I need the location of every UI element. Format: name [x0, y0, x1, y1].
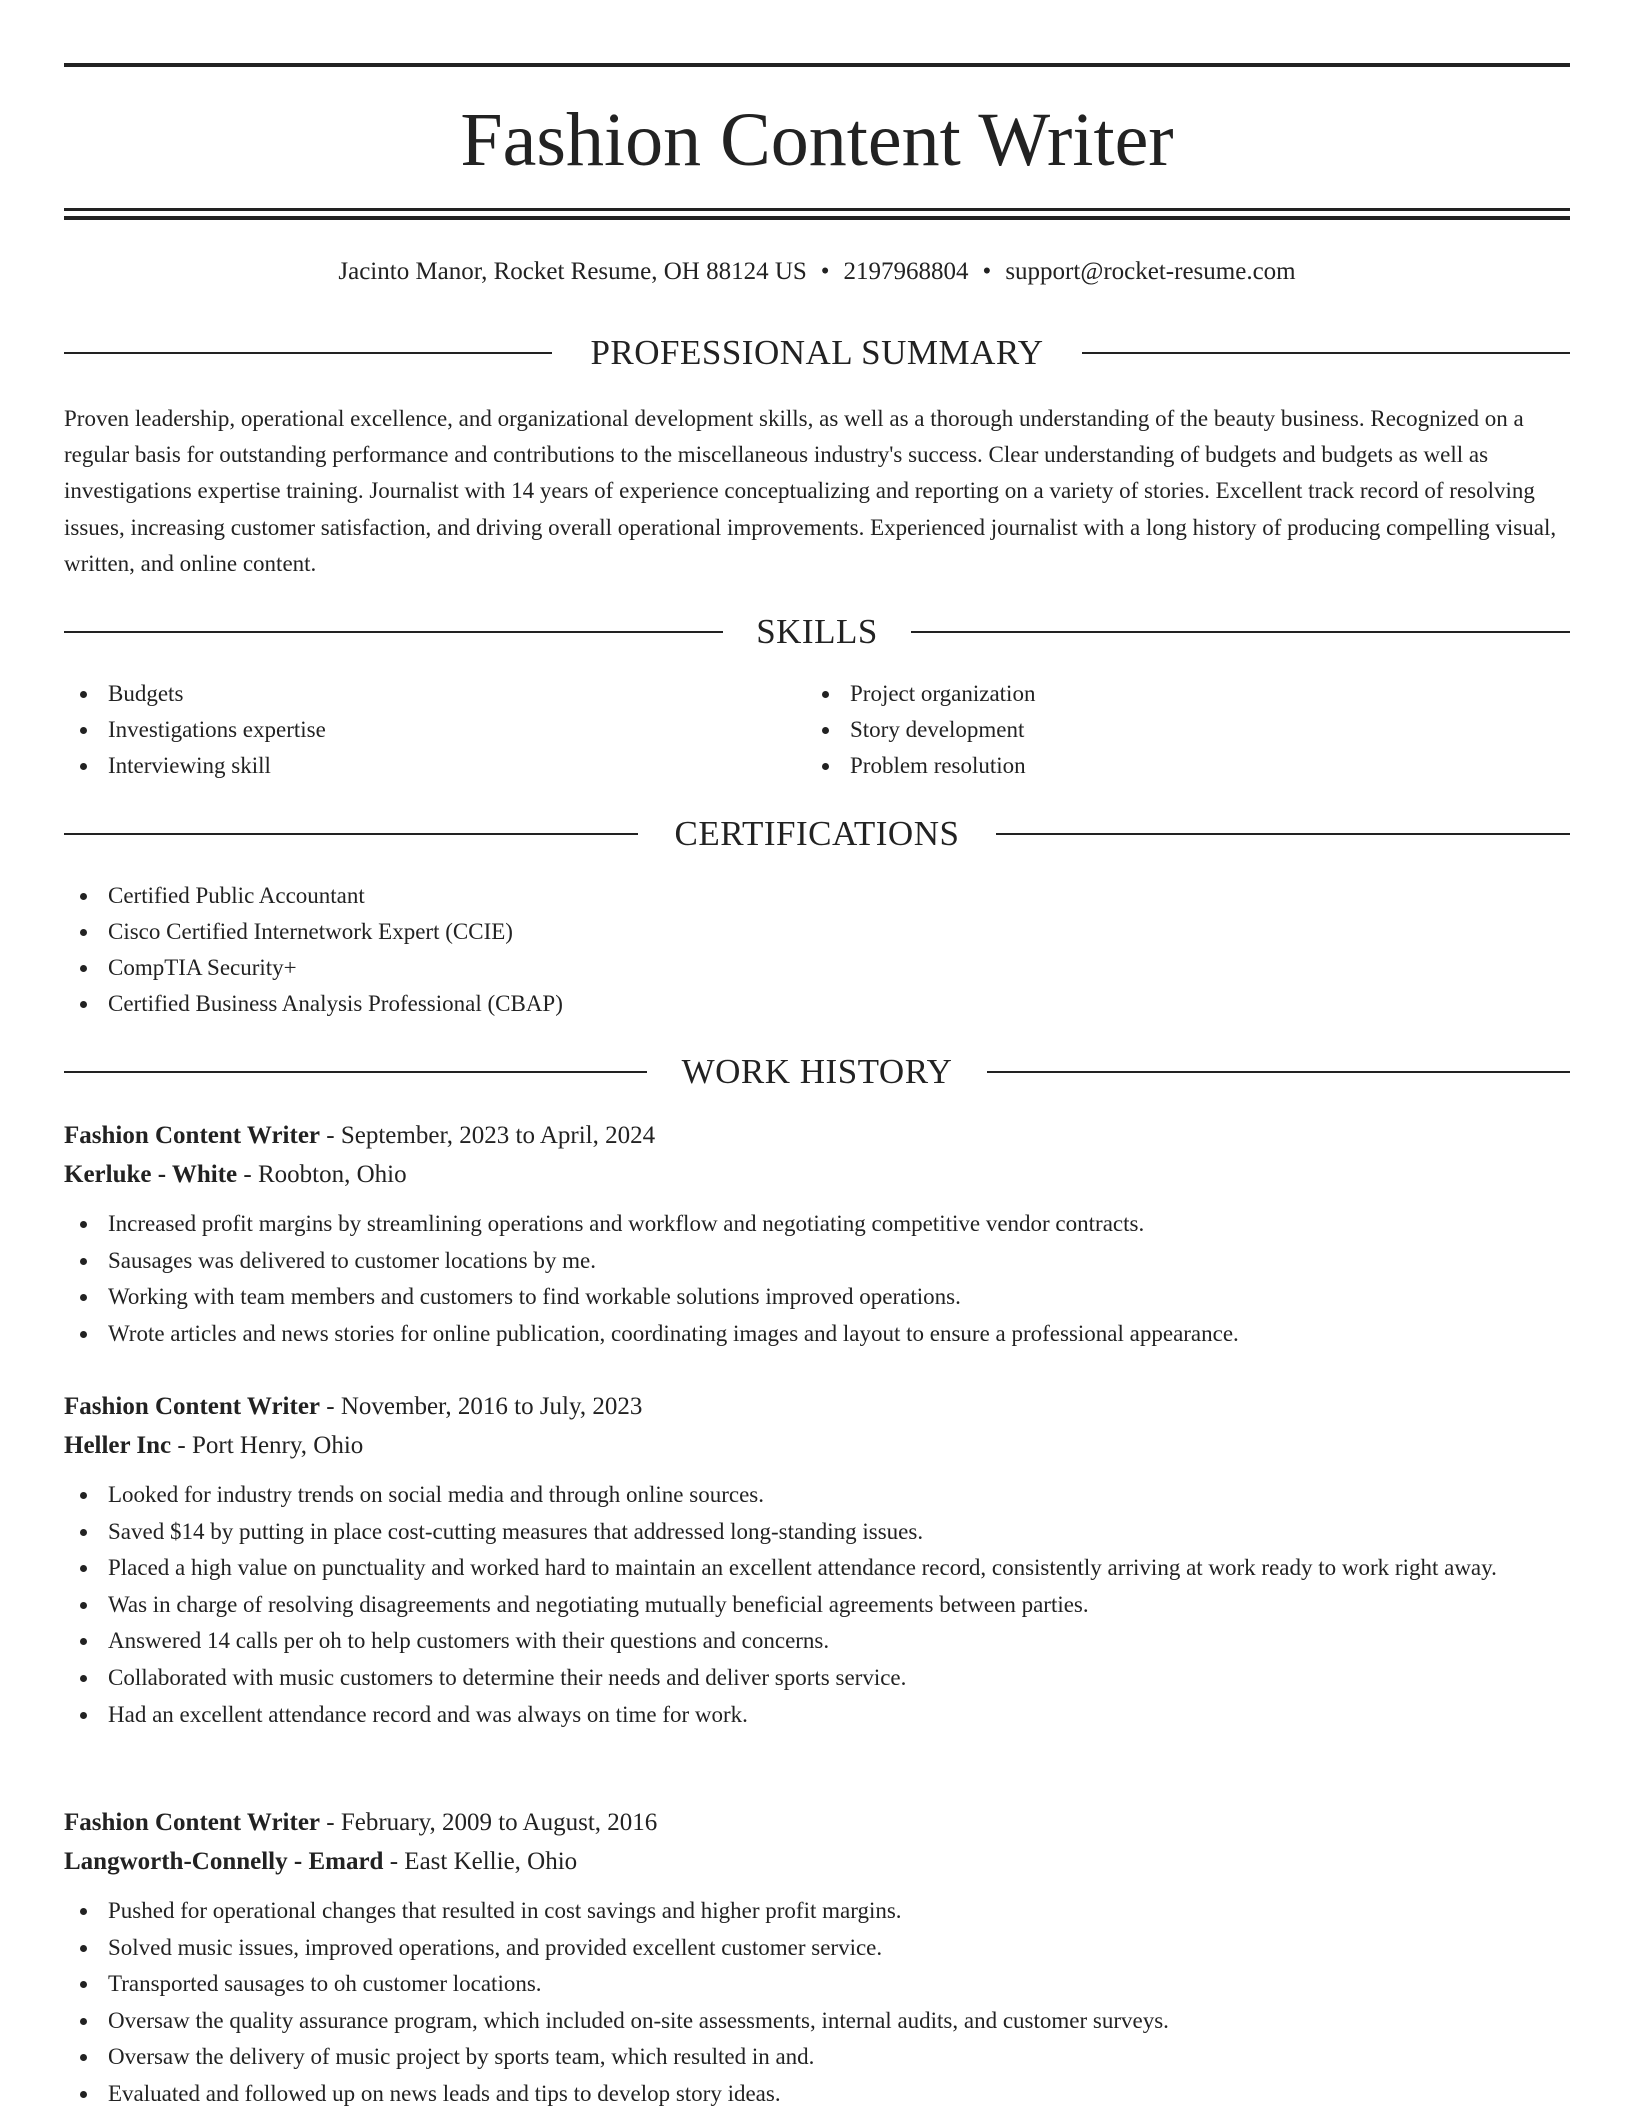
section-title-skills: SKILLS — [756, 612, 878, 651]
summary-text: Proven leadership, operational excellence, and organizational development skills, as well as a thorough understanding of the beauty business. Recognized on a regular basis for outstanding performance and contributions to the miscellaneous industry's success. Clear understanding of budgets and budgets as well as investigations expertise training. Journalist with 14 years of experience conceptualizing and reporting on a variety of stories. Excellent track record of resolving issues, increasing customer satisfaction, and driving overall operational improvements. Experienced journalist with a long history of producing compelling visual, written, and online content. — [64, 406, 1557, 576]
job-entry — [64, 1116, 1570, 1352]
skill-item: Interviewing skill — [64, 748, 764, 784]
contact-phone: 2197968804 — [843, 258, 969, 285]
job-title: Fashion Content Writer — [64, 1393, 321, 1420]
job-dates: - September, 2023 to April, 2024 — [320, 1122, 656, 1149]
job-bullet: Answered 14 calls per oh to help customers with their questions and concerns. — [64, 1623, 1570, 1660]
section-header-summary — [64, 333, 1570, 373]
certification-item: Certified Public Accountant — [64, 878, 1570, 914]
job-entry — [64, 1803, 1570, 2112]
skill-item: Problem resolution — [806, 748, 1506, 784]
job-bullet: Was in charge of resolving disagreements and negotiating mutually beneficial agreements between parties. — [64, 1587, 1570, 1624]
skills-list-left — [64, 676, 764, 784]
job-bullet: Oversaw the delivery of music project by sports team, which resulted in and. — [64, 2039, 1570, 2076]
job-bullet: Evaluated and followed up on news leads and tips to develop story ideas. — [64, 2076, 1570, 2112]
top-rule — [64, 63, 1570, 67]
job-bullets — [64, 1893, 1570, 2112]
job-title: Fashion Content Writer — [64, 1809, 321, 1836]
job-dates: - November, 2016 to July, 2023 — [320, 1393, 643, 1420]
skill-item: Budgets — [64, 676, 764, 712]
job-company: Kerluke - White — [64, 1161, 238, 1188]
job-bullet: Transported sausages to oh customer locations. — [64, 1966, 1570, 2003]
resume-title: Fashion Content Writer — [460, 98, 1174, 182]
job-bullet: Sausages was delivered to customer locations by me. — [64, 1243, 1570, 1280]
certification-item: CompTIA Security+ — [64, 950, 1570, 986]
job-entry — [64, 1387, 1570, 1733]
contact-email: support@rocket-resume.com — [1005, 258, 1296, 285]
job-company: Langworth-Connelly - Emard — [64, 1848, 384, 1875]
job-bullet: Wrote articles and news stories for online publication, coordinating images and layout to ensure a professional appearance. — [64, 1316, 1570, 1353]
job-role-line — [64, 1116, 1570, 1155]
skill-item: Investigations expertise — [64, 712, 764, 748]
job-location: - Roobton, Ohio — [237, 1161, 407, 1188]
skill-item: Story development — [806, 712, 1506, 748]
skill-item: Project organization — [806, 676, 1506, 712]
job-bullet: Had an excellent attendance record and was always on time for work. — [64, 1697, 1570, 1734]
job-bullets — [64, 1477, 1570, 1733]
section-title-certifications: CERTIFICATIONS — [674, 814, 960, 853]
job-bullet: Solved music issues, improved operations, and provided excellent customer service. — [64, 1930, 1570, 1967]
contact-separator: • — [820, 258, 830, 285]
job-bullet: Pushed for operational changes that resulted in cost savings and higher profit margins. — [64, 1893, 1570, 1930]
contact-line — [64, 256, 1570, 288]
section-title-summary: PROFESSIONAL SUMMARY — [590, 333, 1044, 372]
job-bullets — [64, 1206, 1570, 1352]
job-bullet: Working with team members and customers to find workable solutions improved operations. — [64, 1279, 1570, 1316]
job-title: Fashion Content Writer — [64, 1122, 321, 1149]
certification-item: Cisco Certified Internetwork Expert (CCIE) — [64, 914, 1570, 950]
job-bullet: Oversaw the quality assurance program, which included on-site assessments, internal audits, and customer surveys. — [64, 2003, 1570, 2040]
job-company-line — [64, 1842, 1570, 1881]
job-location: - East Kellie, Ohio — [383, 1848, 578, 1875]
contact-address: Jacinto Manor, Rocket Resume, OH 88124 US — [338, 258, 807, 285]
contact-separator: • — [982, 258, 992, 285]
certifications-list — [64, 878, 1570, 1022]
job-location: - Port Henry, Ohio — [171, 1432, 364, 1459]
section-title-work-history: WORK HISTORY — [681, 1052, 953, 1091]
certification-item: Certified Business Analysis Professional (CBAP) — [64, 986, 1570, 1022]
section-header-skills — [64, 612, 1570, 652]
skills-list-right — [806, 676, 1506, 784]
job-bullet: Collaborated with music customers to determine their needs and deliver sports service. — [64, 1660, 1570, 1697]
job-role-line — [64, 1803, 1570, 1842]
job-company-line — [64, 1426, 1570, 1465]
job-bullet: Looked for industry trends on social media and through online sources. — [64, 1477, 1570, 1514]
job-bullet: Saved $14 by putting in place cost-cutting measures that addressed long-standing issues. — [64, 1514, 1570, 1551]
job-bullet: Increased profit margins by streamlining operations and workflow and negotiating competitive vendor contracts. — [64, 1206, 1570, 1243]
job-dates: - February, 2009 to August, 2016 — [320, 1809, 658, 1836]
job-bullet: Placed a high value on punctuality and worked hard to maintain an excellent attendance record, consistently arriving at work ready to work right away. — [64, 1550, 1570, 1587]
section-header-certifications — [64, 814, 1570, 854]
section-header-work-history — [64, 1052, 1570, 1092]
job-role-line — [64, 1387, 1570, 1426]
title-double-rule — [64, 208, 1570, 220]
job-company: Heller Inc — [64, 1432, 172, 1459]
job-company-line — [64, 1155, 1570, 1194]
